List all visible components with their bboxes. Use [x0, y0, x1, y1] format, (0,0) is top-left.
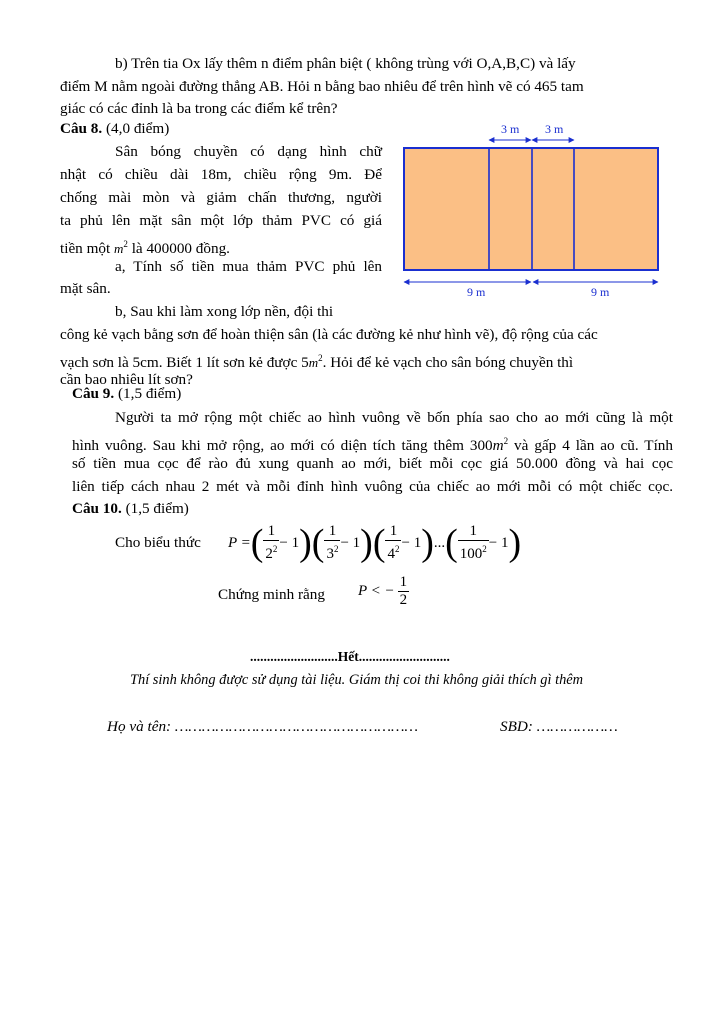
- dim-label-bottom-right: 9 m: [591, 285, 610, 299]
- q8-para-2: nhật có chiều dài 18m, chiều rộng 9m. Để: [60, 166, 382, 183]
- q8-heading: [60, 120, 169, 138]
- q9-unit-m: m: [492, 437, 504, 455]
- q10-frac-2: $\frac{1}{2^2}$: [265, 523, 278, 562]
- q8-part-a-2: mặt sân.: [60, 280, 111, 297]
- q9-unit-exp: 2: [503, 436, 509, 446]
- q8-para-5: [60, 235, 230, 258]
- exam-note: Thí sinh không được sử dụng tài liệu. Giám thị coi thi không giải thích gì thêm: [130, 672, 584, 688]
- q8-para-4: ta phủ lên mặt sân một lớp thảm PVC có giá: [60, 212, 382, 229]
- q10-frac-3: $\frac{1}{3^2}$: [326, 523, 339, 562]
- q10-frac-4: $\frac{1}{4^2}$: [387, 523, 400, 562]
- q8-para-1: Sân bóng chuyền có dạng hình chữ: [115, 143, 382, 160]
- q8-part-a-1: a, Tính số tiền mua thảm PVC phủ lên: [115, 258, 382, 275]
- q8-para-5-text: tiền một: [60, 240, 111, 258]
- q10-label: Câu 10.: [72, 500, 122, 517]
- q10-ellipsis: ...: [433, 534, 446, 551]
- q9-line-2-text-2: và gấp 4 lần ao cũ. Tính: [508, 437, 673, 455]
- q9-line-2-text: hình vuông. Sau khi mở rộng, ao mới có diện tích tăng thêm 300: [72, 437, 493, 455]
- q8-part-b-1: b, Sau khi làm xong lớp nền, đội thi: [115, 303, 334, 320]
- q10-frac-100: $\frac{1}{100^2}$: [459, 523, 487, 562]
- q8-para-3: chống mài mòn và giảm chấn thương, người: [60, 189, 382, 206]
- q10-points: (1,5 điểm): [125, 500, 189, 517]
- q8-part-b-2: công kẻ vạch bằng sơn để hoàn thiện sân (là các đường kẻ như hình vẽ), độ rộng của các: [60, 326, 598, 343]
- q7b-line-1: b) Trên tia Ox lấy thêm n điểm phân biệt ( không trùng với O,A,B,C) và lấy: [115, 55, 576, 72]
- q10-lhs: P =: [228, 534, 251, 551]
- q8-unit-exp: 2: [123, 239, 128, 249]
- dim-label-top-right: 3 m: [545, 122, 564, 136]
- candidate-name-field: Họ và tên: ………………………………………………: [107, 718, 418, 735]
- q8-b-unit-m: m: [308, 355, 319, 371]
- q10-inequality: [358, 574, 409, 609]
- q9-line-4: liên tiếp cách nhau 2 mét và mỗi đỉnh hình vuông của chiếc ao mới mỗi có một chiếc cọc.: [72, 478, 673, 495]
- end-marker: ..........................Hết...........................: [250, 649, 450, 664]
- q8-label: Câu 8.: [60, 120, 103, 137]
- q9-label: Câu 9.: [72, 385, 115, 402]
- q10-expression: P = ( $\frac{1}{2^2}$ − 1 ) ( $\frac{1}{3^2}$ − 1 ) ( $\frac{1}{4^2}$ − 1 ) ... ( $\frac{1}{100^2}$ − 1 ): [228, 522, 522, 564]
- dim-label-top-left: 3 m: [501, 122, 520, 136]
- q9-line-3: số tiền mua cọc để rào đủ xung quanh ao mới, biết mỗi cọc giá 50.000 đồng và hai cọc: [72, 455, 673, 472]
- q9-line-2: [72, 432, 673, 455]
- q8-para-5-text-2: là 400000 đồng.: [131, 240, 230, 258]
- q8-b-unit-exp: 2: [318, 353, 323, 363]
- q10-ineq-lhs: P < −: [358, 583, 395, 599]
- q7b-line-2: điểm M nằm ngoài đường thẳng AB. Hỏi n bằng bao nhiêu để trên hình vẽ có 465 tam: [60, 78, 584, 95]
- q8-unit-m: m: [114, 241, 124, 257]
- q7b-line-3: giác có các đỉnh là ba trong các điểm kể trên?: [60, 100, 338, 117]
- volleyball-court-figure: [395, 118, 667, 302]
- q8-part-b-3: [60, 349, 573, 372]
- q8-points: (4,0 điểm): [106, 120, 170, 137]
- candidate-id-field: SBD: ………………: [500, 718, 618, 735]
- q10-heading: [72, 500, 189, 518]
- q9-line-1: Người ta mở rộng một chiếc ao hình vuông về bốn phía sao cho ao mới cũng là một: [115, 409, 673, 426]
- court-rectangle: [404, 148, 658, 270]
- q10-half: $\frac{1}{2}$: [399, 574, 408, 608]
- q9-heading: [72, 385, 181, 403]
- q9-points: (1,5 điểm): [118, 385, 182, 402]
- q8-part-b-3-text-2: . Hỏi để kẻ vạch cho sân bóng chuyền thì: [322, 354, 574, 372]
- dim-label-bottom-left: 9 m: [467, 285, 486, 299]
- q10-prove-text: Chứng minh rằng: [218, 586, 325, 603]
- q8-part-b-4: cần bao nhiêu lít sơn?: [60, 371, 193, 388]
- q8-part-b-3-text: vạch sơn là 5cm. Biết 1 lít sơn kẻ được 5: [60, 354, 309, 372]
- q10-intro: Cho biểu thức: [115, 534, 201, 551]
